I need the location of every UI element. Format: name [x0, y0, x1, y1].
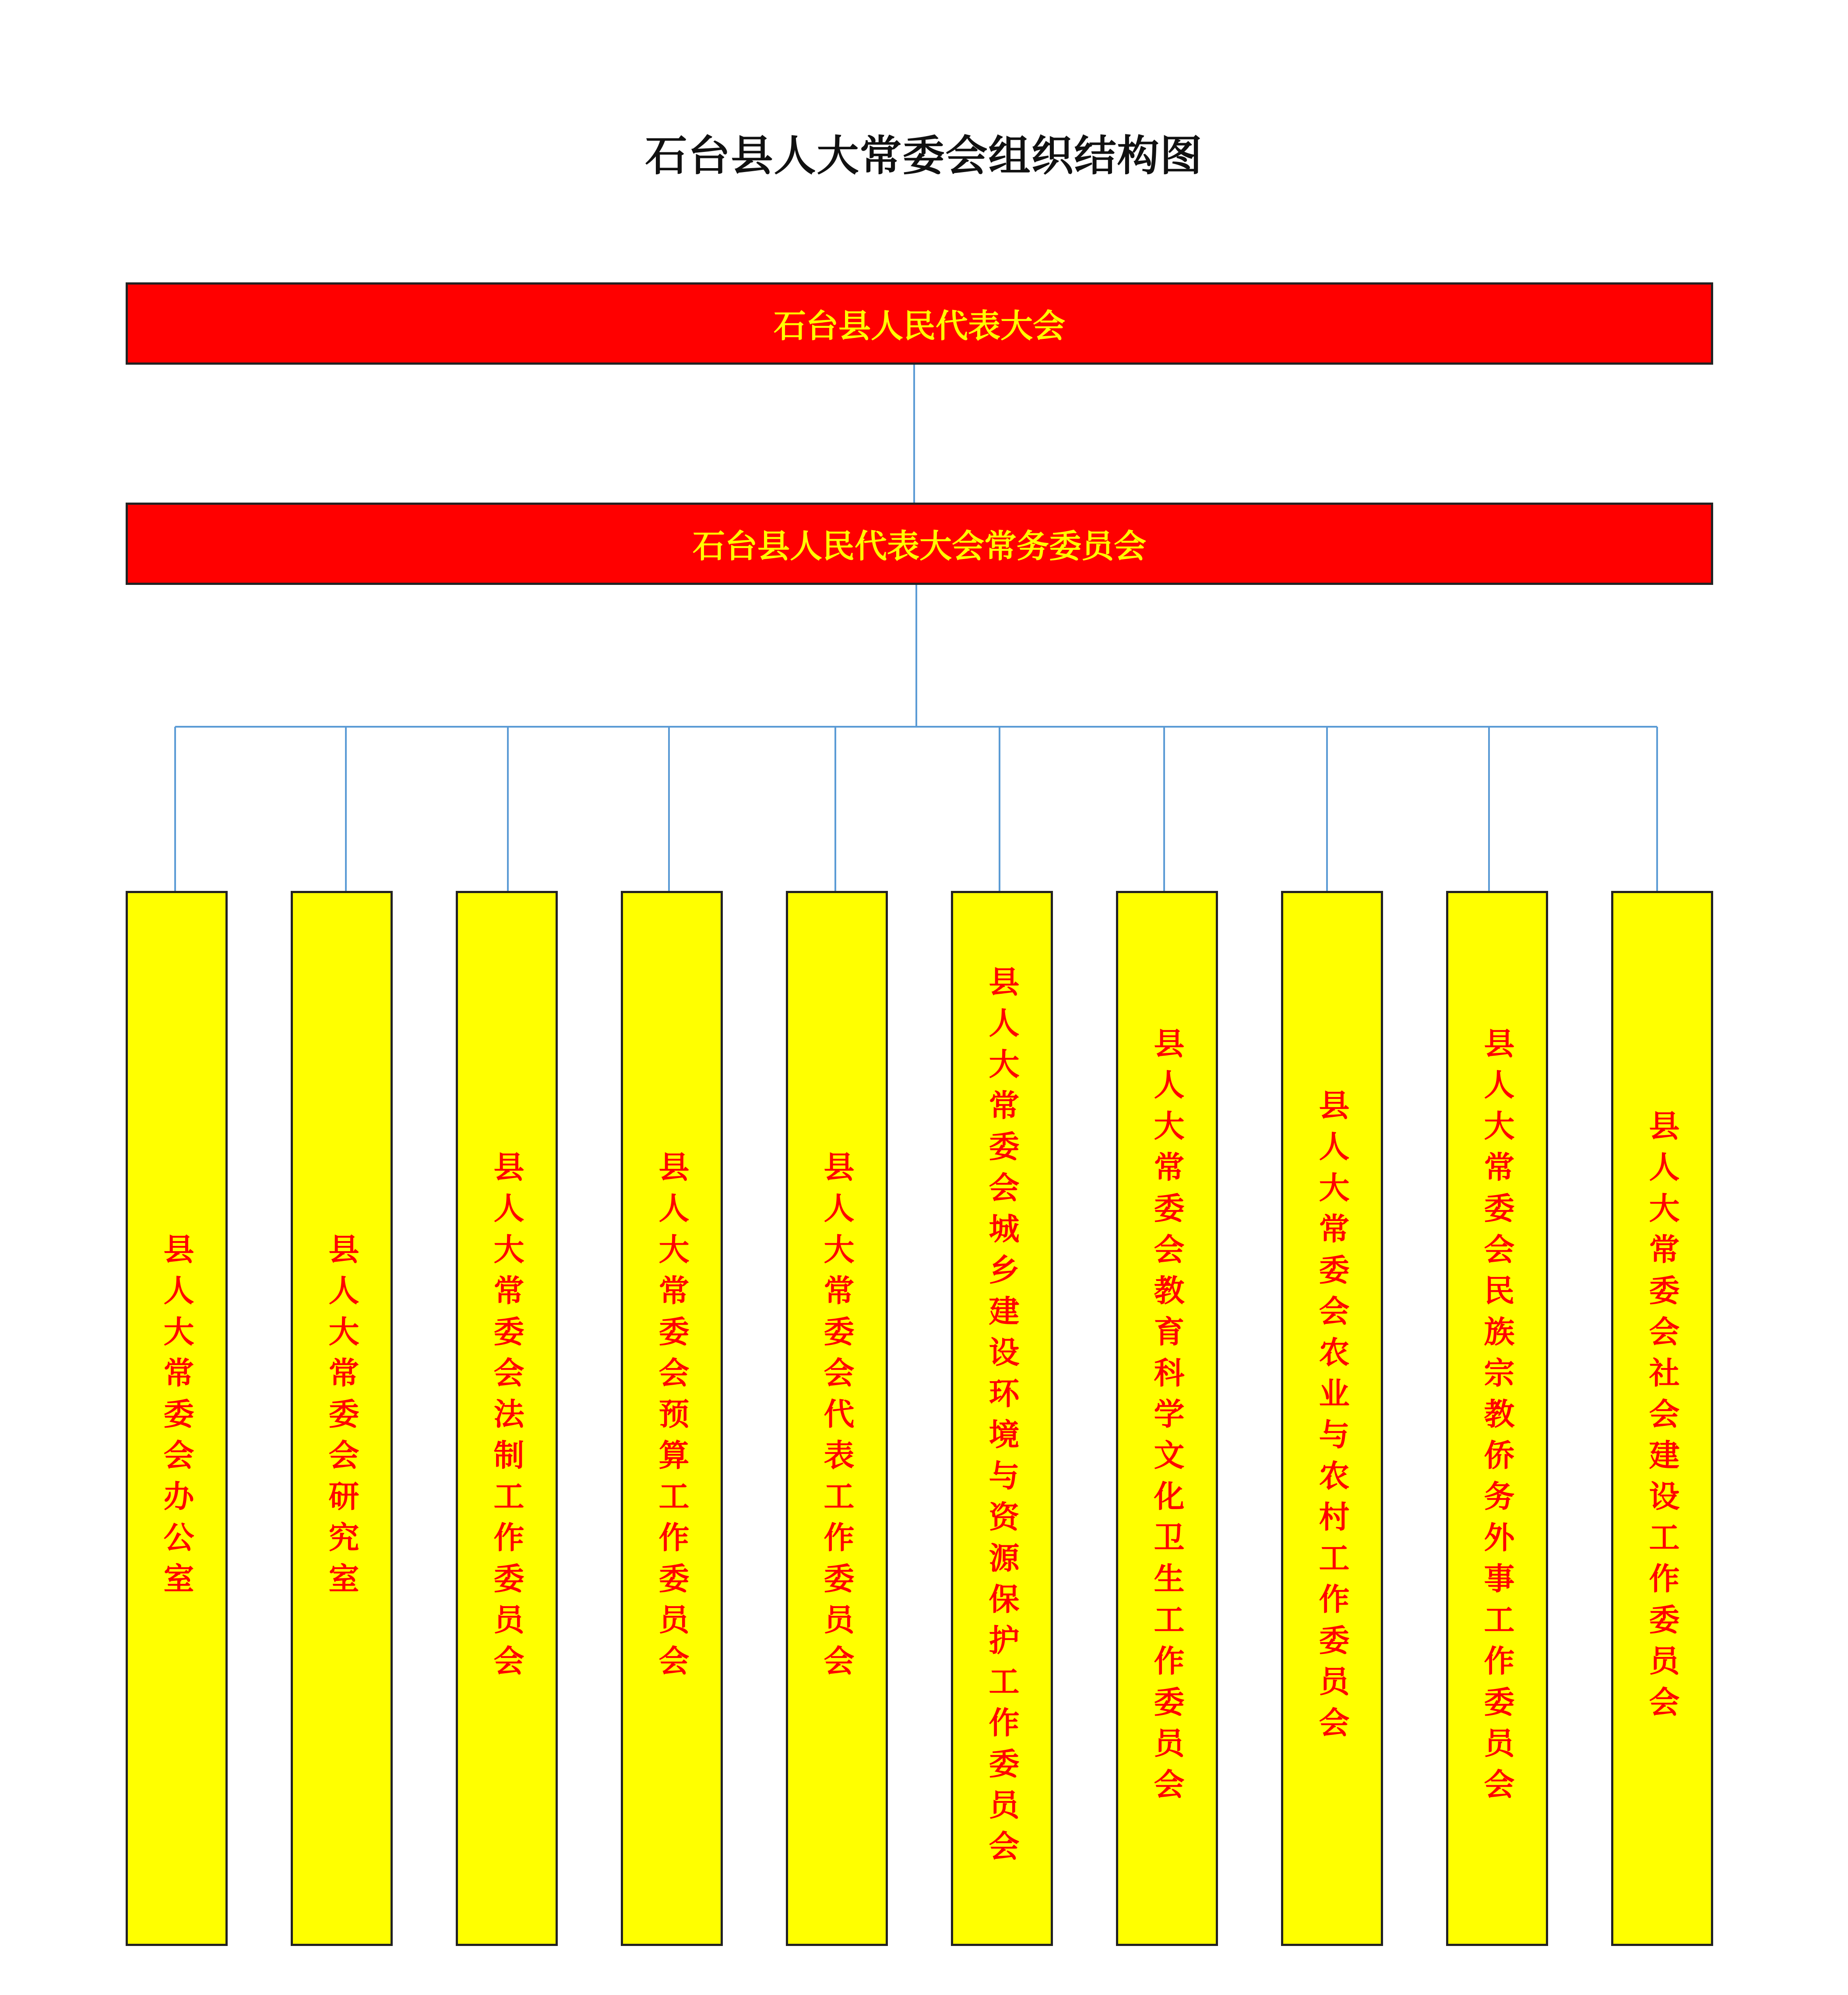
department-box-urban-rural [951, 891, 1053, 1946]
department-box-deputies [786, 891, 888, 1946]
department-box-social [1611, 891, 1713, 1946]
department-label: 县人大常委会研究室 [324, 1233, 360, 1604]
department-box-budget [621, 891, 723, 1946]
department-box-education [1116, 891, 1218, 1946]
department-label: 县人大常委会民族宗教侨务外事工作委员会 [1479, 1027, 1515, 1809]
standing-committee-box [126, 503, 1713, 585]
standing-committee-label: 石台县人民代表大会常务委员会 [693, 528, 1146, 565]
department-box-research [291, 891, 393, 1946]
department-box-ethnic-affairs [1446, 891, 1548, 1946]
department-box-legal [456, 891, 558, 1946]
department-label: 县人大常委会法制工作委员会 [489, 1151, 525, 1686]
chart-title: 石台县人大常委会组织结构图 [645, 131, 1203, 180]
connector-drops [175, 727, 1657, 893]
department-label: 县人大常委会城乡建设环境与资源保护工作委员会 [984, 966, 1020, 1871]
people-congress-box [126, 282, 1713, 365]
department-box-agriculture [1281, 891, 1383, 1946]
department-label: 县人大常委会教育科学文化卫生工作委员会 [1149, 1027, 1185, 1809]
department-box-office [126, 891, 228, 1946]
people-congress-label: 石台县人民代表大会 [774, 307, 1065, 345]
department-label: 县人大常委会代表工作委员会 [819, 1151, 855, 1686]
department-label: 县人大常委会社会建设工作委员会 [1644, 1110, 1680, 1727]
department-label: 县人大常委会办公室 [158, 1233, 195, 1604]
department-label: 县人大常委会预算工作委员会 [654, 1151, 690, 1686]
department-label: 县人大常委会农业与农村工作委员会 [1314, 1089, 1350, 1748]
